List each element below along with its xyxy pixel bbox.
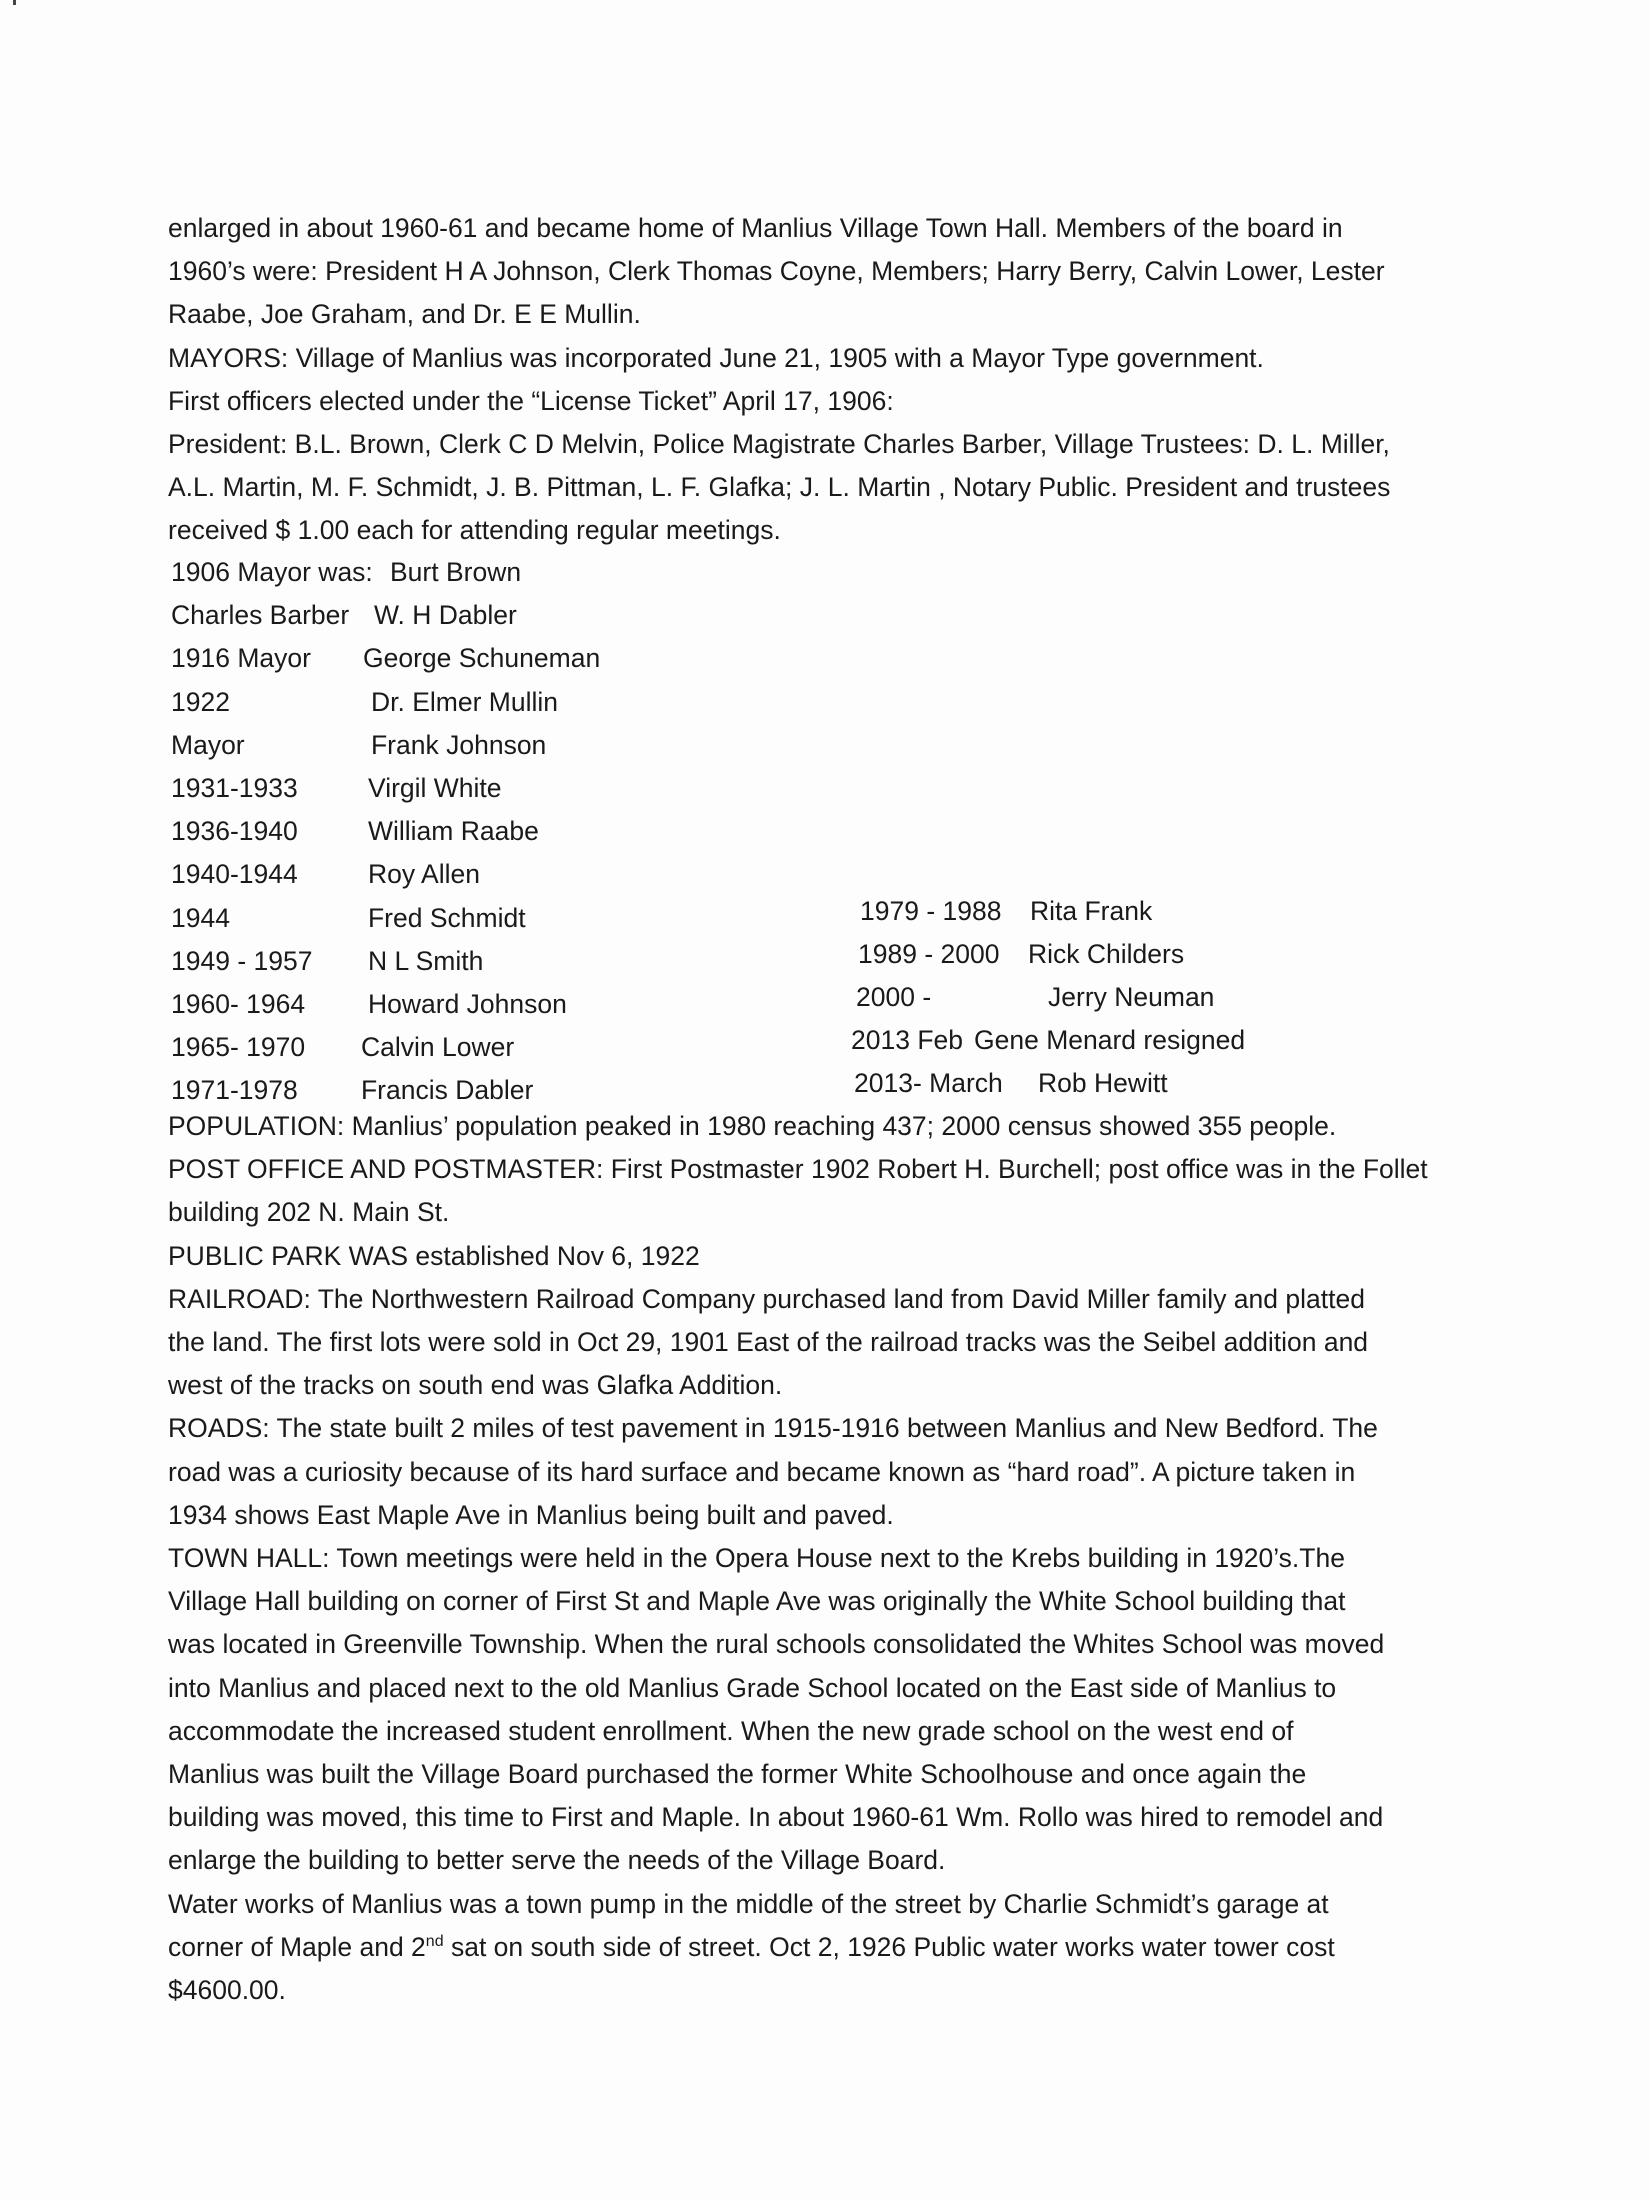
mayor-name: W. H Dabler [374,600,517,631]
text-line: west of the tracks on south end was Glafka Addition. [168,1370,783,1401]
text-line: First officers elected under the “License Ticket” April 17, 1906: [168,385,894,416]
mayor-name: Dr. Elmer Mullin [371,686,559,717]
text-line: enlarged in about 1960-61 and became home of Manlius Village Town Hall. Members of the board in [168,213,1343,243]
mayor-name-right: Rob Hewitt [1038,1068,1168,1099]
mayor-row [168,940,1468,983]
mayor-year: 1960- 1964 [171,988,306,1019]
text-line: PUBLIC PARK WAS established Nov 6, 1922 [168,1240,700,1271]
mayor-year: 1940-1944 [171,859,298,890]
mayor-row [168,724,1468,767]
details-section [168,1105,1458,2012]
mayor-row [168,551,1468,594]
text-line: received $ 1.00 each for attending regular meetings. [168,515,781,546]
mayor-year: 1949 - 1957 [171,945,313,976]
mayor-name-right: Rita Frank [1030,895,1153,926]
text-line: was located in Greenville Township. When the rural schools consolidated the Whites School was moved [168,1629,1385,1660]
text-line: enlarge the building to better serve the needs of the Village Board. [168,1845,946,1876]
text-line: 1934 shows East Maple Ave in Manlius being built and paved. [168,1499,894,1530]
mayors-list [168,551,1468,1112]
mayor-year: 1944 [171,902,230,933]
mayor-row [168,983,1468,1026]
mayor-year: 1965- 1970 [171,1032,306,1063]
text-line: President: B.L. Brown, Clerk C D Melvin, Police Magistrate Charles Barber, Village Trustees: D. L. Miller, [168,429,1390,460]
mayor-name: William Raabe [368,816,539,847]
scan-mark [13,0,16,5]
text-line: road was a curiosity because of its hard surface and became known as “hard road”. A picture taken in [168,1456,1356,1487]
mayor-name: Calvin Lower [361,1032,515,1063]
mayor-name: Burt Brown [390,557,522,587]
text-line: 1960’s were: President H A Johnson, Clerk Thomas Coyne, Members; Harry Berry, Calvin Lower, Lester [168,256,1385,287]
text-line: Water works of Manlius was a town pump in the middle of the street by Charlie Schmidt’s garage at [168,1888,1329,1919]
text-line: RAILROAD: The Northwestern Railroad Company purchased land from David Miller family and platted [168,1283,1365,1314]
water-text-after: sat on south side of street. Oct 2, 1926 Public water works water tower cost [443,1931,1335,1962]
mayor-name-right: Rick Childers [1028,938,1185,969]
text-line: building 202 N. Main St. [168,1197,450,1228]
mayors-heading-line: MAYORS: Village of Manlius was incorporated June 21, 1905 with a Mayor Type government. [168,342,1264,373]
population-line: POPULATION: Manlius’ population peaked in 1980 reaching 437; 2000 census showed 355 people. [168,1111,1337,1141]
mayor-name: N L Smith [368,945,484,976]
mayor-name: Fred Schmidt [368,902,526,933]
text-line: TOWN HALL: Town meetings were held in the Opera House next to the Krebs building in 1920’s.The [168,1543,1345,1574]
text-line: accommodate the increased student enrollment. When the new grade school on the west end of [168,1715,1294,1746]
mayor-year-right: 2013- March [854,1068,1003,1099]
text-line: ROADS: The state built 2 miles of test pavement in 1915-1916 between Manlius and New Bedford. The [168,1413,1378,1444]
mayor-name: Roy Allen [368,859,480,890]
text-line: into Manlius and placed next to the old Manlius Grade School located on the East side of Manlius to [168,1672,1337,1703]
mayor-year: 1916 Mayor [171,643,311,674]
mayor-name: Francis Dabler [361,1075,534,1106]
mayor-row [168,853,1468,896]
text-line: A.L. Martin, M. F. Schmidt, J. B. Pittman, L. F. Glafka; J. L. Martin , Notary Public. President and trustees [168,472,1391,503]
mayor-year-right: 2000 - [856,981,932,1012]
cost-line: $4600.00. [168,1975,286,2006]
mayor-year: 1936-1940 [171,816,298,847]
mayor-name: George Schuneman [363,643,601,674]
superscript-nd: nd [425,1933,444,1951]
mayor-year: Charles Barber [171,600,350,631]
water-works-line [168,1926,1458,1969]
mayor-year: 1922 [171,686,230,717]
mayor-row [168,897,1468,940]
mayor-row [168,594,1468,637]
mayor-year-right: 1989 - 2000 [858,938,1000,969]
intro-section [168,207,1458,553]
mayor-name-right: Jerry Neuman [1048,981,1215,1012]
mayor-row [168,1026,1468,1069]
mayor-year: 1906 Mayor was: [171,557,373,587]
mayor-year: Mayor [171,729,245,760]
text-line: building was moved, this time to First and Maple. In about 1960-61 Wm. Rollo was hired to remodel and [168,1802,1384,1833]
mayor-row [168,637,1468,680]
mayor-year-right: 2013 Feb [851,1025,963,1056]
mayor-row [168,767,1468,810]
text-line: Manlius was built the Village Board purchased the former White Schoolhouse and once again the [168,1759,1307,1790]
mayor-year: 1971-1978 [171,1075,298,1106]
mayor-name: Frank Johnson [371,729,547,760]
mayor-name: Howard Johnson [368,988,567,1019]
text-line: Raabe, Joe Graham, and Dr. E E Mullin. [168,299,641,330]
mayor-name-right: Gene Menard resigned [974,1025,1246,1056]
mayor-year-right: 1979 - 1988 [860,895,1002,926]
mayor-year: 1931-1933 [171,772,298,803]
text-line: Village Hall building on corner of First St and Maple Ave was originally the White School building that [168,1586,1346,1617]
text-line: the land. The first lots were sold in Oct 29, 1901 East of the railroad tracks was the Seibel addition and [168,1327,1369,1358]
mayor-row [168,810,1468,853]
water-text-before: corner of Maple and 2 [168,1931,426,1962]
text-line: POST OFFICE AND POSTMASTER: First Postmaster 1902 Robert H. Burchell; post office was in the Follet [168,1154,1428,1185]
mayor-name: Virgil White [368,772,502,803]
mayor-row [168,681,1468,724]
